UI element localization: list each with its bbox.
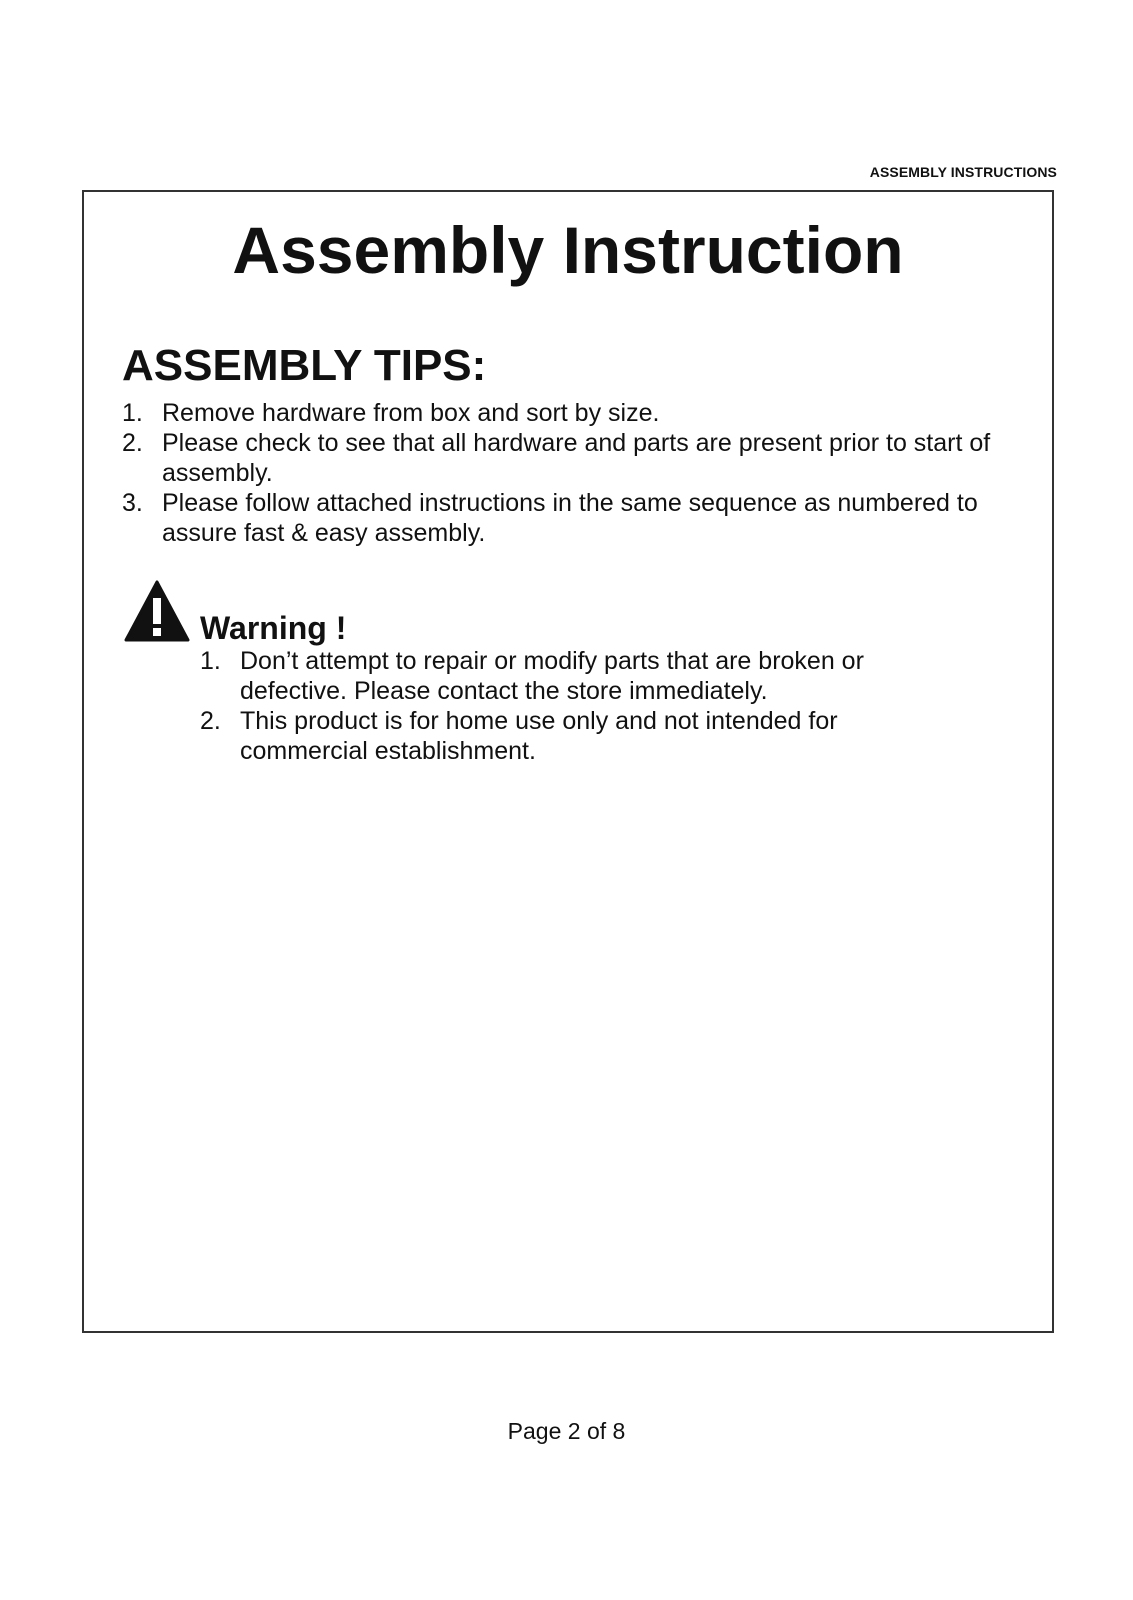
header-label: ASSEMBLY INSTRUCTIONS — [869, 164, 1057, 180]
list-item-text: Please check to see that all hardware and parts are present prior to start of assembly. — [162, 429, 991, 487]
list-item-number: 3. — [122, 489, 143, 517]
list-item — [122, 488, 1032, 548]
list-item — [200, 646, 960, 706]
list-item — [122, 398, 1032, 428]
list-item-text: Remove hardware from box and sort by size. — [162, 399, 660, 427]
list-item-number: 2. — [122, 429, 143, 457]
list-item-text: This product is for home use only and not intended for commercial establishment. — [240, 707, 838, 765]
content-frame — [82, 190, 1054, 1333]
warning-heading: Warning ! — [200, 610, 347, 646]
list-item — [200, 706, 960, 766]
page-title: Assembly Instruction — [232, 213, 904, 287]
page-number: Page 2 of 8 — [507, 1418, 626, 1444]
tips-heading: ASSEMBLY TIPS: — [122, 341, 487, 390]
list-item-text: Please follow attached instructions in the same sequence as numbered to assure fast & easy assembly. — [162, 489, 978, 547]
list-item-number: 2. — [200, 707, 221, 735]
list-item-number: 1. — [122, 399, 143, 427]
list-item — [122, 428, 1032, 488]
list-item-text: Don’t attempt to repair or modify parts that are broken or defective. Please contact the store immediately. — [240, 647, 864, 705]
warning-triangle-icon — [124, 580, 190, 642]
tips-list — [122, 398, 1032, 548]
warning-list — [200, 646, 960, 766]
list-item-number: 1. — [200, 647, 221, 675]
